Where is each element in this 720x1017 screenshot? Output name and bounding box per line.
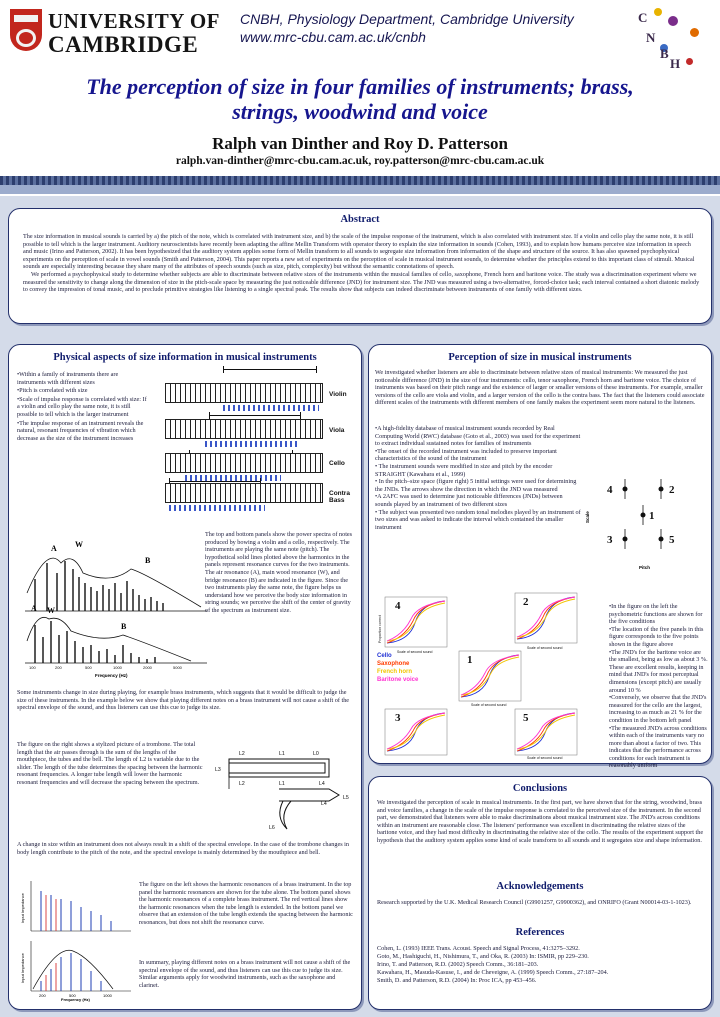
cnbh-logo-icon bbox=[630, 4, 710, 70]
author-emails[interactable]: ralph.van-dinther@mrc-cbu.cam.ac.uk, roy.patterson@mrc-cbu.cam.ac.uk bbox=[175, 155, 545, 167]
harmonic-xtick: 200 bbox=[39, 993, 46, 998]
psy-xlabel: Scale of second sound bbox=[527, 756, 563, 760]
acknowledgements-heading: Acknowledgements bbox=[496, 881, 584, 892]
resonance-label-a: A bbox=[51, 544, 57, 553]
results-bullet: •The measured JND's across conditions within each of the instruments vary no more than about a factor of two. This indicates that the performance across conditions for each instrument is reasonably uniform bbox=[609, 724, 707, 770]
department-url[interactable]: www.mrc-cbu.cam.ac.uk/cnbh bbox=[240, 29, 426, 45]
physical-bullet: •Within a family of instruments there are instruments with different sizes bbox=[17, 371, 119, 386]
perception-intro: We investigated whether listeners are able to discriminate between relative sizes of musical instruments: We measured the just noticeable difference (JND) in the size of four instruments: cello, tenor saxophone, French horn and baritone voice. The choice of instruments was based on their pitch range and the existence of larger or smaller versions of these instruments. For example, smaller versions of the cello are viola and violin, and a larger version of the cello is the contra bass. The fact that the listeners could associate different scales of the instruments with different members of one family makes the experiment seem more natural to the listeners. bbox=[375, 369, 705, 407]
trombone-label: L5 bbox=[343, 795, 349, 801]
cnbh-letter-n: N bbox=[646, 30, 656, 45]
cnbh-letter-c: C bbox=[638, 10, 648, 25]
spectrum-xtick: 1000 bbox=[113, 665, 122, 670]
physical-bullet: •Pitch is correlated with size bbox=[17, 387, 88, 395]
conclusions-text: We investigated the perception of scale in musical instruments. In the first part, we have shown that for the string, woodwind, brass and voice families, a change in the scale of the impulse response is correlated to the perceived size of the instrument. In the second part, we demonstrated that listeners were able to make discriminations about musical instrument size. The JND's across conditions within an instrument are reasonable close. The listeners' performance was excellent in discriminating the relative sizes of the baritone voice, and they had most difficulty in discriminating the relative size of the cello. The results of the experiment support the hypothesis that the auditory system applies some kind of scale transform to all sounds and it segregates size and shape information. bbox=[377, 799, 704, 844]
playing-size-text: Some instruments change in size during playing, for example brass instruments, which suggests that it would be difficult to judge the size of these instruments. In the example below we show that playing different notes on a brass instrument will not cause a shift of the spectral envelope of the sound, and thus listeners can use this cue to judge its size. bbox=[17, 689, 350, 712]
harmonic-ylabel-bottom: Input Impedance bbox=[20, 953, 25, 983]
physical-heading: Physical aspects of size information in musical instruments bbox=[53, 352, 317, 363]
title-line-1: The perception of size in four families of instruments; brass, bbox=[86, 74, 634, 99]
methods-list bbox=[375, 425, 581, 531]
university-crest-icon bbox=[10, 9, 42, 51]
resonance-label-a: A bbox=[31, 604, 37, 613]
trombone-diagram bbox=[209, 743, 355, 839]
spectrum-caption: The top and bottom panels show the power spectra of notes produced by bowing a violin and a cello, respectively. The instruments are playing the same note (pitch). The hypothetical solid lines plotted above the harmonics in the panels represent resonance curves for the two instruments. The air resonance (A), main wood resonance (W), and bridge resonance (B) are indicated in the figure. Since the two instruments play the same note, the figure helps us understand how we perceive the body size information in string sounds; we perceive the shift of the center of gravity of the spectrum as instrument size. bbox=[205, 531, 353, 614]
violin-range-bar bbox=[223, 369, 317, 370]
spectrum-xtick: 100 bbox=[29, 665, 36, 670]
abstract-panel bbox=[8, 208, 712, 324]
grid-point-label: 2 bbox=[669, 484, 675, 496]
methods-bullet: • The subject was presented two random tonal melodies played by an instrument of two sizes and was asked to indicate the interval which contained the smaller instrument bbox=[375, 508, 581, 531]
spectrum-xtick: 500 bbox=[85, 665, 92, 670]
grid-point-label: 1 bbox=[649, 510, 655, 522]
psychometric-functions bbox=[373, 593, 605, 759]
psy-panel-label: 4 bbox=[395, 600, 401, 612]
results-bullet: •The JND's for the baritone voice are the smallest, being as low as about 3 %. These are excellent results, keeping in mind that JND's for most perceptual dimensions (except pitch) are usually around 10 % bbox=[609, 648, 708, 694]
legend-baritone-voice: Baritone voice bbox=[377, 677, 419, 683]
psy-xlabel: Scale of second sound bbox=[471, 703, 507, 707]
size-change-text: A change in size within an instrument does not always result in a shift of the spectral envelope. In the case of the trombone changes in body length contribute to the pitch of the note, and the spectral envelope is mainly determined by the mouthpiece and bell. bbox=[17, 841, 349, 856]
physical-bullet: •Scale of impulse response is correlated with size: If a violin and cello play the same note, it is still possible to tell which is the larger instrument bbox=[17, 395, 147, 418]
psy-panel-label: 1 bbox=[467, 654, 473, 666]
harmonic-xlabel: Frequency (Hz) bbox=[61, 997, 90, 1002]
instrument-label-contra-bass: Contra Bass bbox=[329, 490, 350, 504]
grid-point-label: 4 bbox=[607, 484, 613, 496]
trombone-label: L1 bbox=[279, 781, 285, 787]
instrument-label-cello: Cello bbox=[329, 460, 345, 467]
reference-item: Cohen, L. (1993) IEEE Trans. Acoust. Speech and Signal Process, 41:3275–3292. bbox=[377, 945, 580, 952]
legend-saxophone: Saxophone bbox=[377, 661, 410, 667]
spectrum-xtick: 200 bbox=[55, 665, 62, 670]
title-line-2: strings, woodwind and voice bbox=[232, 99, 488, 124]
psy-xlabel: Scale of second sound bbox=[527, 646, 563, 650]
abstract-paragraph-2: We performed a psychophysical study to determine whether subjects are able to discriminate between relative sizes of the instruments within the musical families of cello, saxophone, French horn and baritone voice. The study was a discrimination experiment where we measured the sensitivity to change along the dimension of size in the pitch-scale space by measuring the just noticeable difference (JND) for instrument size. The JND was measured using a two-alternative, forced-choice task; each interval contained a short diatonic melody to convey the impression of tonal music, and to preclude primitive strategies like listening to a single spectral peak. The results show that subjects can indeed discriminate between instruments of one family with different sizes. bbox=[23, 270, 700, 294]
cnbh-letter-h: H bbox=[670, 56, 681, 71]
instrument-label-violin: Violin bbox=[329, 391, 347, 398]
trombone-label: L6 bbox=[269, 825, 275, 831]
perception-panel bbox=[368, 344, 712, 770]
cello-spectrum-figure bbox=[21, 601, 209, 683]
reference-item: Irino, T. and Patterson, R.D. (2002) Speech Comm., 36:181–203. bbox=[377, 961, 539, 969]
pitch-size-grid bbox=[583, 469, 703, 573]
spectrum-xtick: 5000 bbox=[173, 665, 182, 670]
abstract-paragraph-1: The size information in musical sounds is carried by a) the pitch of the note, which is correlated with instrument size, and b) the scale of the impulse response of the instrument, which is also correlated with instrument size. If a violin and cello play the same note, it is still possible to tell which is the larger instrument. Auditory neuroscientists have recently been adapting the affine Mellin Transform with operator theory to explain the size information in sounds (Cohen, 1993), and to explain how humans perceive size information in speech and music (Irino and Patterson, 2002). It has been hypothesized that the auditory system applies some form of Mellin transform to all sounds to segregate size information from information of the shape and structure of the source. It has also spawned psychophysical experiments on the perception of scale in vowel sounds (Smith and Patterson, 2004). This paper reports a new set of experiments on the perception of scale in musical instrument sounds, to determine whether the principles extend to this important class of stimuli. Musical sounds are especially interesting because they share many of the attributes of speech sounds (such as size, pitch, complexity) but without the semantic connotations of speech. bbox=[23, 233, 695, 271]
methods-bullet: • The instrument sounds were modified in size and pitch by the encoder STRAIGHT (Kawahara et al., 1999) bbox=[375, 462, 553, 478]
legend-french-horn: French horn bbox=[377, 669, 413, 675]
university-logo bbox=[10, 9, 220, 55]
contrabass-keyboard bbox=[165, 483, 323, 503]
trombone-label: L2 bbox=[239, 781, 245, 787]
viola-range-markers bbox=[205, 441, 297, 447]
header-divider-bars bbox=[0, 176, 720, 194]
physical-aspects-panel bbox=[8, 344, 362, 1010]
results-bullet: •Conversely, we observe that the JND's measured for the cello are the largest, increasing to as much as 21 % for the condition in the bottom left panel bbox=[609, 694, 707, 724]
psy-ylabel: Proportion correct bbox=[378, 615, 382, 643]
poster-title bbox=[20, 74, 700, 124]
grid-xlabel: Pitch bbox=[639, 565, 651, 570]
references-heading: References bbox=[515, 927, 565, 938]
resonance-label-b: B bbox=[121, 622, 127, 631]
grid-point-label: 5 bbox=[669, 534, 675, 546]
grid-point-label: 3 bbox=[607, 534, 613, 546]
viola-keyboard bbox=[165, 419, 323, 439]
instrument-label-viola: Viola bbox=[329, 427, 345, 434]
results-bullet: •In the figure on the left the psychometric functions are shown for the five conditions bbox=[609, 603, 703, 626]
trombone-label: L4 bbox=[321, 801, 327, 807]
spectrum-xtick: 2000 bbox=[143, 665, 152, 670]
contrabass-range-bar bbox=[169, 481, 261, 482]
abstract-body bbox=[23, 233, 701, 294]
psy-panel-label: 3 bbox=[395, 712, 401, 724]
resonance-label-w: W bbox=[47, 606, 55, 615]
trombone-label: L0 bbox=[313, 751, 319, 757]
trombone-label: L2 bbox=[239, 751, 245, 757]
results-bullet: •The location of the five panels in this figure corresponds to the five points shown in the figure above bbox=[609, 625, 704, 648]
viola-range-bar bbox=[209, 415, 301, 416]
conclusions-panel bbox=[368, 776, 712, 1010]
harmonic-caption: The figure on the left shows the harmonic resonances of a brass instrument. In the top panel the harmonic resonances are shown for the tube alone. The bottom panel shows the harmonic resonances of a complete brass instrument. The red vertical lines show the harmonic resonances when the tube length is extended. In the bottom panel we observe that an extension of the tube length extends the spacing between the harmonic resonances, but does not shift the resonance curve. bbox=[139, 881, 353, 926]
resonance-label-b: B bbox=[145, 556, 151, 565]
methods-bullet: •A 2AFC was used to determine just noticeable differences (JNDs) between sounds played by an instrument of two different sizes bbox=[375, 493, 563, 508]
results-list bbox=[609, 603, 709, 770]
cello-keyboard bbox=[165, 453, 323, 473]
poster-header bbox=[0, 0, 720, 196]
violin-range-markers bbox=[223, 405, 319, 411]
department-name: CNBH, Physiology Department, Cambridge University bbox=[240, 11, 574, 27]
psy-panel-label: 2 bbox=[523, 596, 529, 608]
trombone-label: L4 bbox=[319, 781, 325, 787]
resonance-label-w: W bbox=[75, 540, 83, 549]
methods-bullet: •A high-fidelity database of musical instrument sounds recorded by Real Computing World (RWC) database (Goto et al., 2003) was used for the experiment to extract individual sustained notes for families of instruments bbox=[375, 425, 581, 448]
perception-heading: Perception of size in musical instruments bbox=[448, 352, 632, 363]
reference-item: Smith, D. and Patterson, R.D. (2004) In: Proc ICA, pp 453–456. bbox=[377, 977, 537, 985]
trombone-label: L1 bbox=[279, 751, 285, 757]
trombone-label: L3 bbox=[215, 767, 221, 773]
harmonic-resonance-figure bbox=[17, 877, 135, 1001]
psy-panel-label: 5 bbox=[523, 712, 529, 724]
references-list bbox=[377, 945, 705, 985]
grid-ylabel: Scale bbox=[585, 511, 590, 523]
reference-item: Goto, M., Hashiguchi, H., Nishimura, T., and Oka, R. (2003) In: ISMIR, pp 229–230. bbox=[377, 953, 589, 961]
harmonic-xtick: 1000 bbox=[103, 993, 112, 998]
conclusions-heading: Conclusions bbox=[512, 783, 568, 794]
physical-bullet: •The impulse response of an instrument reveals the natural, resonant frequencies of vibration which decrease as the size of the instrument increases bbox=[17, 419, 144, 442]
department-info bbox=[240, 10, 574, 46]
psy-xlabel: Scale of second sound bbox=[397, 650, 433, 654]
spectrum-xlabel: Frequency (Hz) bbox=[95, 673, 128, 678]
contrabass-range-markers bbox=[169, 505, 265, 511]
physical-bullet-list bbox=[17, 371, 147, 443]
trombone-description: The figure on the right shows a stylized picture of a trombone. The total length that the air passes through is the sum of the lengths of the mouthpiece, the tubes and the bell. The length of L2 is variable due to the slider. The length of the tube determines the spacing between the harmonic resonant frequencies. A longer tube length will lower the harmonic resonant frequencies and will decrease the spacing between the spectrum. bbox=[17, 741, 203, 786]
abstract-heading: Abstract bbox=[340, 214, 380, 225]
harmonic-ylabel-top: Input Impedance bbox=[20, 893, 25, 923]
cnbh-letter-b: B bbox=[660, 46, 669, 61]
harmonic-xtick: 500 bbox=[69, 993, 76, 998]
authors: Ralph van Dinther and Roy D. Patterson bbox=[212, 134, 508, 153]
violin-keyboard bbox=[165, 383, 323, 403]
logo-line-2: CAMBRIDGE bbox=[48, 32, 199, 57]
summary-text: In summary, playing different notes on a brass instrument will not cause a shift of the spectral envelope of the sound, and thus listeners can use this cue to judge its size. Similar arguments apply for woodwind instruments, such as the saxophone and clarinet. bbox=[139, 959, 351, 989]
logo-line-1: UNIVERSITY OF bbox=[48, 9, 220, 33]
acknowledgements-text: Research supported by the U.K. Medical Research Council (G9901257, G9900362), and ONRIFO (Grant N00014-03-1-1023). bbox=[377, 899, 692, 906]
methods-bullet: • In the pitch–size space (figure right) 5 initial settings were used for determining the JNDs. The arrows show the direction in which the JND was measured bbox=[375, 478, 577, 493]
reference-item: Kawahara, H., Masuda-Kasuse, I., and de Cheveigne, A. (1999) Speech Comm., 27:187–204. bbox=[377, 969, 609, 977]
methods-bullet: •The onset of the recorded instrument was included to preserve important characteristics of the sound of the instrument bbox=[375, 447, 557, 463]
legend-cello: Cello bbox=[377, 653, 392, 659]
